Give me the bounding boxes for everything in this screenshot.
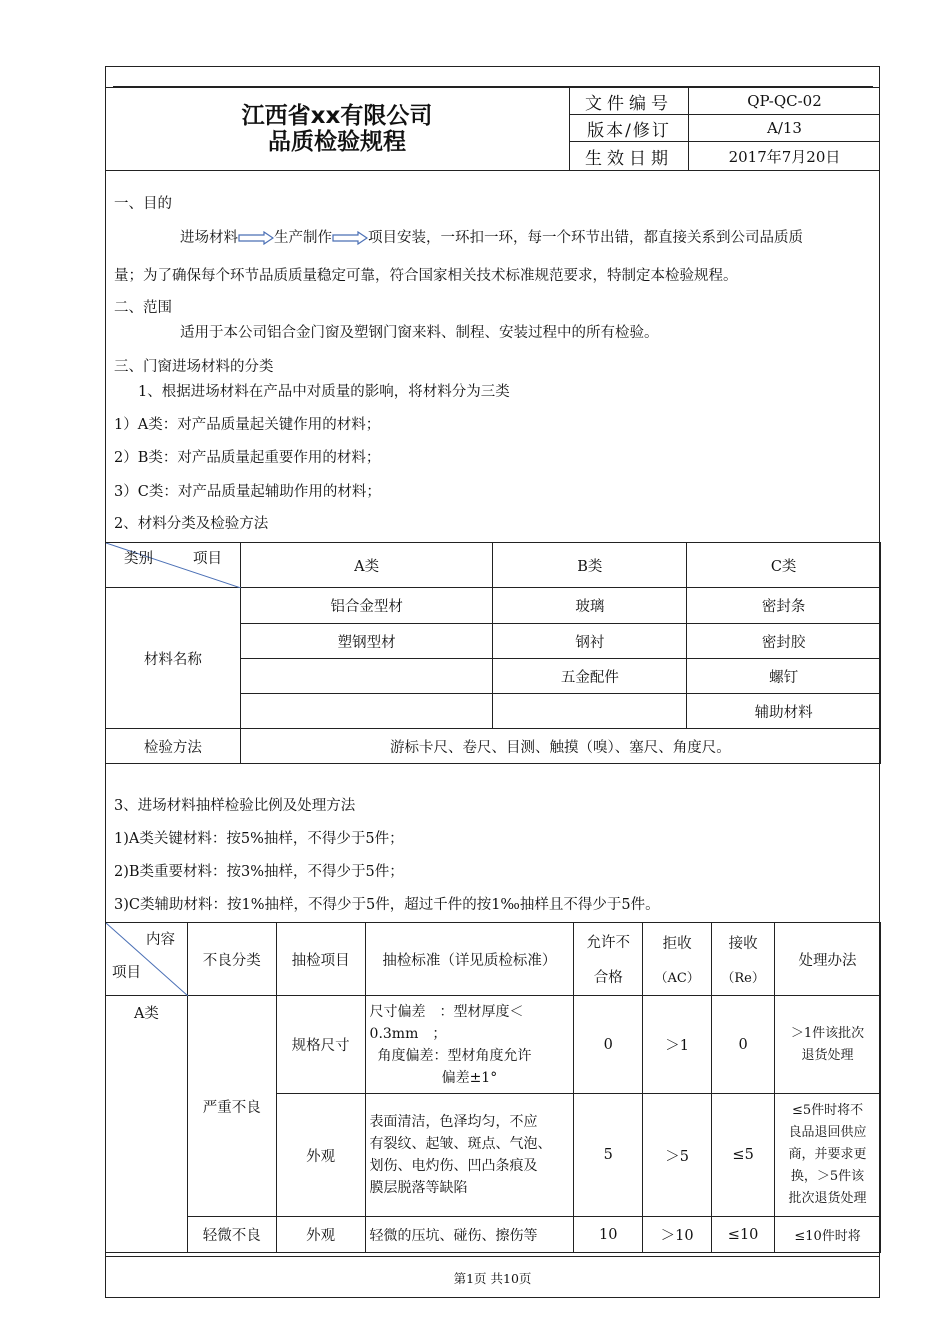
handling-line: ≤5件时将不	[791, 1103, 864, 1118]
standard-line: 表面清洁，色泽均匀，不应	[369, 1114, 538, 1130]
corner-label: 类别	[124, 551, 153, 567]
accept-value: 0	[712, 996, 775, 1094]
inspection-item: 外观	[276, 1094, 365, 1217]
handling-line: 退货处理	[801, 1047, 854, 1063]
meta-row-effective-date	[570, 142, 880, 170]
document-header	[105, 87, 880, 171]
flow-step: 进场材料	[180, 230, 238, 246]
standard-line: 偏差±1°	[441, 1069, 498, 1086]
row-header: 检验方法	[106, 729, 241, 764]
reject-value: ＞10	[643, 1217, 712, 1253]
table-cell: 铝合金型材	[240, 588, 493, 624]
column-header: A类	[240, 543, 493, 588]
arrow-right-icon	[238, 231, 274, 245]
inspection-item: 外观	[276, 1217, 365, 1253]
table-cell	[240, 659, 493, 694]
document-meta	[570, 88, 880, 170]
sampling-rule: 1)A类关键材料：按5%抽样，不得少于5件；	[114, 831, 404, 847]
column-header: B类	[493, 543, 687, 588]
page-number: 第1页 共10页	[453, 1270, 532, 1286]
section-item: 3、进场材料抽样检验比例及处理方法	[114, 798, 356, 814]
header-line: （AC）	[654, 971, 700, 986]
table-cell: 辅助材料	[687, 694, 881, 729]
defect-class-cell: 轻微不良	[187, 1217, 276, 1253]
flow-step: 项目安装，一环扣一环，每一个环节出错，都直接关系到公司品质质	[368, 230, 803, 246]
table-corner-cell	[106, 543, 241, 588]
header-line: （Re）	[721, 971, 765, 986]
sampling-rule: 2)B类重要材料：按3%抽样，不得少于5件；	[114, 864, 404, 880]
meta-value: A/13	[767, 119, 802, 137]
standard-line: 膜层脱落等缺陷	[369, 1180, 468, 1196]
purpose-line: 量；为了确保每个环节品质质量稳定可靠，符合国家相关技术标准规范要求，特制定本检验规程。	[114, 268, 738, 284]
table-cell: 玻璃	[493, 588, 687, 624]
column-header: 抽检标准（详见质检标准）	[365, 923, 574, 996]
table-cell: 钢衬	[493, 624, 687, 659]
handling-line: 批次退货处理	[788, 1191, 867, 1206]
handling-method	[775, 996, 881, 1094]
column-header: 抽检项目	[276, 923, 365, 996]
page-footer	[105, 1256, 880, 1298]
class-b-desc: 2）B类：对产品质量起重要作用的材料；	[114, 450, 381, 466]
standard-line: 尺寸偏差 ：型材厚度＜	[369, 1003, 524, 1020]
reject-value: ＞1	[643, 996, 712, 1094]
standard-line: 有裂纹、起皱、斑点、气泡、	[369, 1136, 552, 1152]
inspection-standard	[365, 1094, 574, 1217]
allow-value: 5	[574, 1094, 643, 1217]
corner-label: 项目	[112, 965, 141, 981]
inspection-method: 游标卡尺、卷尺、目测、触摸（嗅）、塞尺、角度尺。	[240, 729, 880, 764]
standard-line: 角度偏差：型材角度允许	[377, 1047, 532, 1064]
class-a-desc: 1）A类：对产品质量起关键作用的材料；	[114, 417, 381, 433]
header-line: 拒收	[662, 936, 692, 952]
corner-label: 项目	[193, 551, 222, 567]
table-cell	[240, 694, 493, 729]
header-line: 接收	[728, 936, 758, 952]
inspection-item: 规格尺寸	[276, 996, 365, 1094]
column-header: 处理办法	[775, 923, 881, 996]
section-title: 三、门窗进场材料的分类	[114, 359, 274, 375]
flow-step: 生产制作	[274, 230, 332, 246]
column-header	[643, 923, 712, 996]
material-classification-table	[105, 542, 881, 764]
company-block	[105, 88, 570, 170]
allow-value: 0	[574, 996, 643, 1094]
column-header	[574, 923, 643, 996]
section-title: 二、范围	[114, 300, 172, 316]
column-header	[712, 923, 775, 996]
meta-label: 生效日期	[570, 142, 689, 170]
meta-row-doc-number	[570, 88, 880, 115]
section-item: 1、根据进场材料在产品中对质量的影响，将材料分为三类	[138, 384, 510, 400]
defect-class-cell: 严重不良	[187, 996, 276, 1217]
purpose-flow	[180, 226, 803, 247]
corner-label: 内容	[146, 932, 175, 948]
arrow-right-icon	[332, 231, 368, 245]
inspection-standard: 轻微的压坑、碰伤、擦伤等	[365, 1217, 574, 1253]
reject-value: ＞5	[643, 1094, 712, 1217]
sampling-rule: 3)C类辅助材料：按1%抽样，不得少于5件，超过千件的按1‰抽样且不得少于5件。	[114, 897, 660, 913]
table-cell: 五金配件	[493, 659, 687, 694]
table-cell: 螺钉	[687, 659, 881, 694]
meta-value: QP-QC-02	[747, 92, 822, 110]
standard-line: 划伤、电灼伤、凹凸条痕及	[369, 1158, 538, 1174]
handling-line: 商，并要求更	[788, 1147, 867, 1162]
table-corner-cell	[106, 923, 188, 996]
meta-label: 版本/修订	[570, 115, 689, 141]
sampling-inspection-table	[105, 922, 881, 1253]
section-title: 一、目的	[114, 196, 172, 212]
standard-line: 0.3mm ；	[369, 1025, 447, 1042]
scope-text: 适用于本公司铝合金门窗及塑钢门窗来料、制程、安装过程中的所有检验。	[180, 325, 659, 341]
column-header: 不良分类	[187, 923, 276, 996]
document-title: 品质检验规程	[268, 129, 406, 155]
meta-row-version	[570, 115, 880, 142]
table-cell: 密封条	[687, 588, 881, 624]
accept-value: ≤5	[712, 1094, 775, 1217]
handling-method	[775, 1094, 881, 1217]
handling-line: 良品退回供应	[788, 1125, 867, 1140]
table-cell: 密封胶	[687, 624, 881, 659]
handling-line: ＞1件该批次	[790, 1025, 865, 1041]
class-cell: A类	[106, 996, 188, 1253]
table-cell: 塑钢型材	[240, 624, 493, 659]
meta-value: 2017年7月20日	[728, 147, 841, 166]
accept-value: ≤10	[712, 1217, 775, 1253]
allow-value: 10	[574, 1217, 643, 1253]
handling-method: ≤10件时将	[775, 1217, 881, 1253]
header-line: 合格	[593, 970, 623, 986]
header-line: 允许不	[586, 935, 630, 951]
meta-label: 文件编号	[570, 88, 689, 114]
class-c-desc: 3）C类：对产品质量起辅助作用的材料；	[114, 484, 381, 500]
row-header: 材料名称	[106, 588, 241, 729]
inspection-standard	[365, 996, 574, 1094]
section-item: 2、材料分类及检验方法	[114, 516, 269, 532]
company-name: 江西省xx有限公司	[241, 103, 433, 129]
column-header: C类	[687, 543, 881, 588]
handling-line: 换，＞5件该	[790, 1169, 865, 1184]
table-cell	[493, 694, 687, 729]
